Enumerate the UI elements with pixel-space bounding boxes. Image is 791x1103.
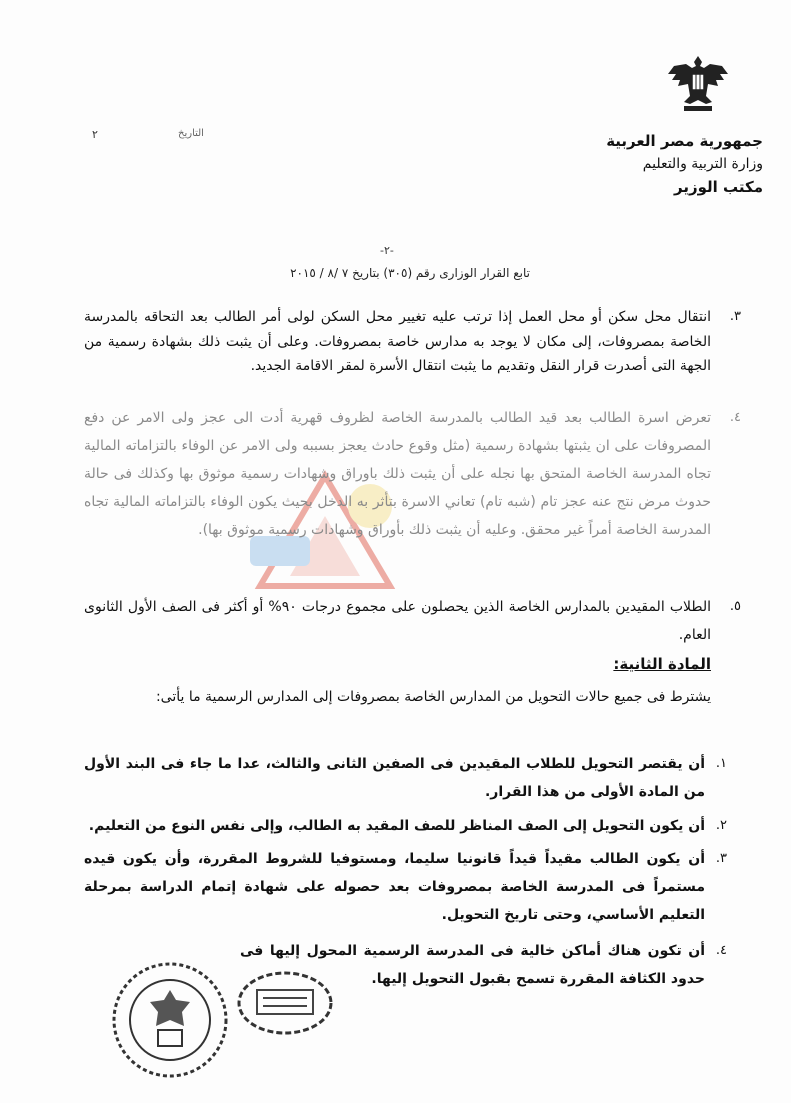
list-item [84,305,741,379]
item-number: ٤. [729,410,741,425]
stamp-icon [235,968,335,1038]
ministry-name: وزارة التربية والتعليم [642,156,763,172]
condition-text: أن يقتصر التحويل للطلاب المقيدين فى الصفين الثانى والثالث، عدا ما جاء فى البند الأول من المادة الأولى من هذا القرار. [84,756,705,800]
date-label: التاريخ [178,128,204,139]
condition-number: ١. [715,756,727,771]
page-number: -٢- [380,244,394,257]
list-item [84,593,741,649]
circular-seal-icon [110,960,230,1080]
condition-item [84,812,727,840]
item-number: ٥. [729,599,741,614]
decision-continuation: تابع القرار الوزارى رقم (٣٠٥) بتاريخ ٧ /٨ / ٢٠١٥ [290,266,530,280]
ministry-header [533,130,763,199]
eagle-emblem-icon [662,52,734,114]
condition-text: أن تكون هناك أماكن خالية فى المدرسة الرسمية المحول إليها فى حدود الكثافة المقررة تسمح بقبول التحويل إليها. [240,943,705,987]
condition-text: أن يكون الطالب مقيداً قيداً قانونيا سليما، ومستوفيا للشروط المقررة، وأن يكون قيده مستمراً فى المدرسة الخاصة بمصروفات بعد حصوله على شهادة إتمام الدراسة بمرحلة التعليم الأساسي، وحتى تاريخ التحويل. [84,851,705,923]
reference-number: ٢ [92,128,98,141]
republic-name: جمهورية مصر العربية [606,132,763,150]
condition-item [84,845,727,929]
item-text: انتقال محل سكن أو محل العمل إذا ترتب عليه تغيير محل السكن لولى أمر الطالب بعد التحاقه بالمدرسة الخاصة بمصروفات، إلى مكان لا يوجد به مدارس خاصة بمصروفات. وعلى أن يثبت ذلك بشهادة رسمية من الجهة التى أصدرت قرار النقل وتقديم ما يثبت انتقال الأسرة لمقر الاقامة الجديد. [84,309,711,375]
item-text: تعرض اسرة الطالب بعد قيد الطالب بالمدرسة الخاصة لظروف قهرية أدت الى عجز ولى الامر عن دفع المصروفات على ان يثبتها بشهادة رسمية (مثل وقوع حادث يعجز بسببه ولى الامر عن الوفاء بالتزاماته المالية تجاه المدرسة الخاصة المتحق بها نجله على أن يثبت ذلك باوراق وشهادات رسمية موثوق بها وكذلك فى حالة حدوث مرض نتج عنه عجز تام (شبه تام) تعاني الاسرة بتأثر به الدخل بحيث يكون الوفاء بالتزاماته المالية تجاه المدرسة الخاصة أمراً غير محقق. وعليه أن يثبت ذلك بأوراق وشهادات رسمية موثوق بها). [84,410,711,538]
condition-text: أن يكون التحويل إلى الصف المناظر للصف المقيد به الطالب، وإلى نفس النوع من التعليم. [88,818,705,834]
item-number: ٣. [729,309,741,324]
office-name: مكتب الوزير [673,178,763,196]
condition-item [84,750,727,806]
condition-number: ٤. [715,943,727,958]
article-intro: يشترط فى جميع حالات التحويل من المدارس الخاصة بمصروفات إلى المدارس الرسمية ما يأتى: [155,689,711,705]
condition-number: ٣. [715,851,727,866]
article-heading: المادة الثانية: [613,655,711,673]
list-item [84,404,741,544]
item-text: الطلاب المقيدين بالمدارس الخاصة الذين يحصلون على مجموع درجات ٩٠% أو أكثر فى الصف الأول الثانوى العام. [84,599,711,643]
condition-number: ٢. [715,818,727,833]
